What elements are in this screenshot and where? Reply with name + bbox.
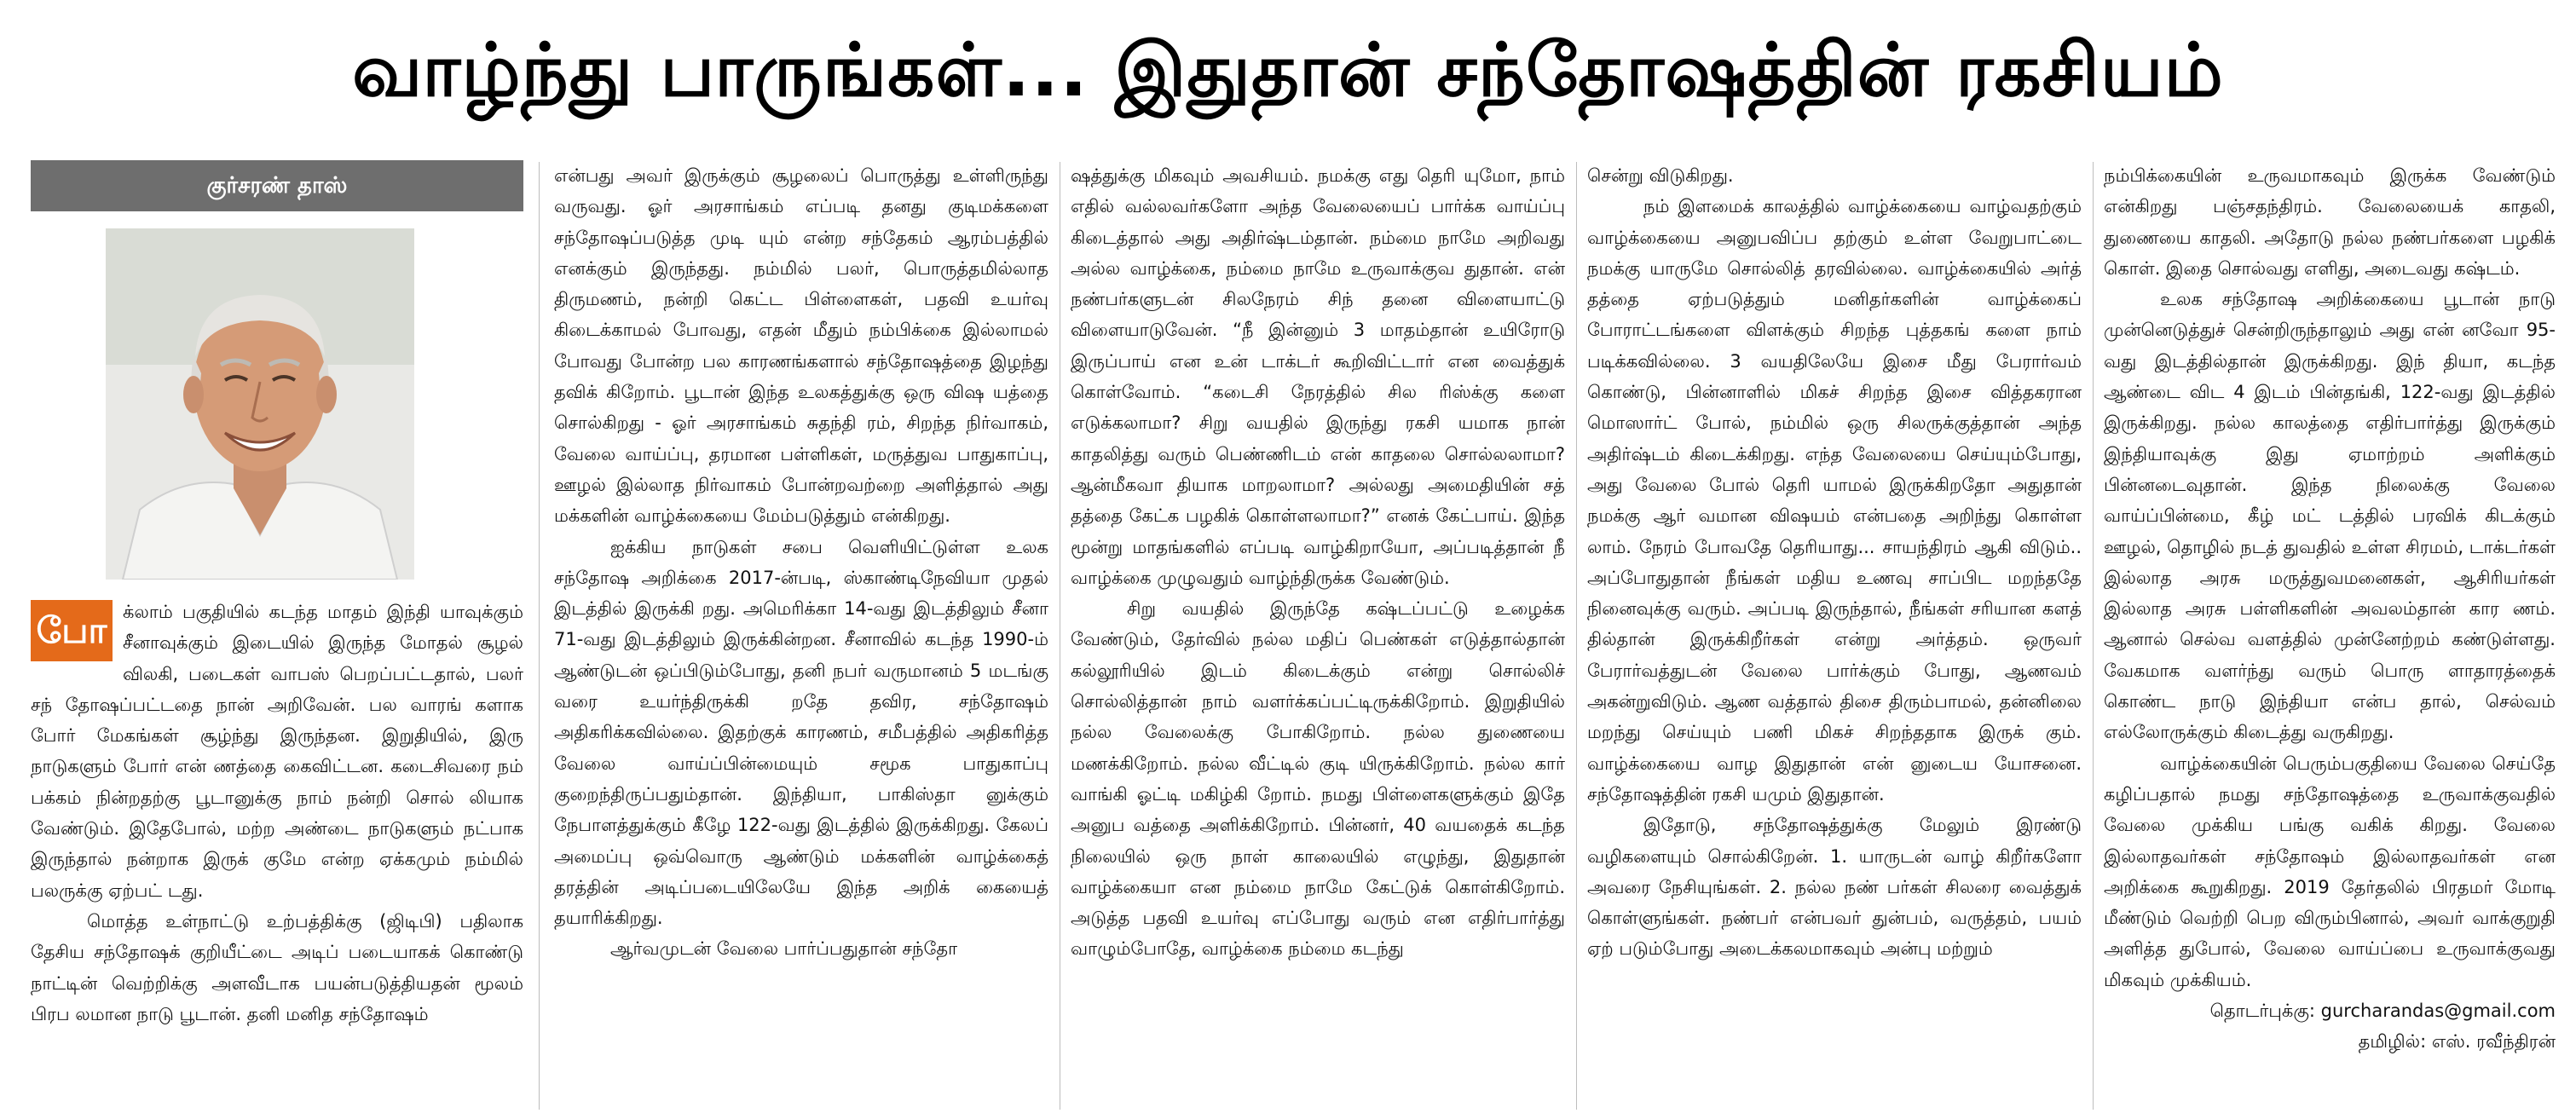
headline: வாழ்ந்து பாருங்கள்... இதுதான் சந்தோஷத்தின் ரகசியம் xyxy=(352,27,2224,113)
article-column-4 xyxy=(1587,160,2082,1113)
byline: குர்சரண் தாஸ் xyxy=(31,160,523,211)
paragraph: இதோடு, சந்தோஷத்துக்கு மேலும் இரண்டு வழிகளையும் சொல்கிறேன். 1. யாருடன் வாழ் கிறீர்களோ அவரை நேசியுங்கள். 2. நல்ல நண் பர்கள் சிலரை வைத்துக் கொள்ளுங்கள். நண்பர் என்பவர் துன்பம், வருத்தம், பயம் ஏற் படும்போது அடைக்கலமாகவும் அன்பு மற்றும் xyxy=(1587,815,2082,960)
paragraph: உலக சந்தோஷ அறிக்கையை பூடான் நாடு முன்னெடுத்துச் சென்றிருந்தாலும் அது என் னவோ 95-வது இடத்தில்தான் இருக்கிறது. இந் தியா, கடந்த ஆண்டை விட 4 இடம் பின்தங்கி, 122-வது இடத்தில் இருக்கிறது. நல்ல காலத்தை எதிர்பார்த்து இருக்கும் இந்தியாவுக்கு இது ஏமாற்றம் அளிக்கும் பின்னடைவுதான். இந்த நிலைக்கு வேலை வாய்ப்பின்மை, கீழ் மட் டத்தில் பரவிக் கிடக்கும் ஊழல், தொழில் நடத் துவதில் உள்ள சிரமம், டாக்டர்கள் இல்லாத அரசு மருத்துவமனைகள், ஆசிரியர்கள் இல்லாத அரசு பள்ளிகளின் அவலம்தான் கார ணம். ஆனால் செல்வ வளத்தில் முன்னேற்றம் கண்டுள்ளது. வேகமாக வளர்ந்து வரும் பொரு ளாதாரத்தைக் கொண்ட நாடு இந்தியா என்ப தால், செல்வம் எல்லோருக்கும் கிடைத்து வருகிறது. xyxy=(2104,289,2556,743)
author-portrait-icon xyxy=(106,228,414,580)
paragraph: சிறு வயதில் இருந்தே கஷ்டப்பட்டு உழைக்க வேண்டும், தேர்வில் நல்ல மதிப் பெண்கள் எடுத்தால்தான் கல்லூரியில் இடம் கிடைக்கும் என்று சொல்லிச் சொல்லித்தான் நாம் வளர்க்கப்பட்டிருக்கிறோம். இறுதியில் நல்ல வேலைக்கு போகிறோம். நல்ல துணையை மணக்கிறோம். நல்ல வீட்டில் குடி யிருக்கிறோம். நல்ல கார் வாங்கி ஓட்டி மகிழ்கி றோம். நமது பிள்ளைகளுக்கும் இதே அனுப வத்தை அளிக்கிறோம். பின்னர், 40 வயதைக் கடந்த நிலையில் ஒரு நாள் காலையில் எழுந்து, இதுதான் வாழ்க்கையா என நம்மை நாமே கேட்டுக் கொள்கிறோம். அடுத்த பதவி உயர்வு எப்போது வரும் என எதிர்பார்த்து வாழும்போதே, வாழ்க்கை நம்மை கடந்து xyxy=(1071,598,1565,960)
paragraph: க்லாம் பகுதியில் கடந்த மாதம் இந்தி யாவுக்கும் சீனாவுக்கும் இடையில் இருந்த மோதல் சூழல் விலகி, படைகள் வாபஸ் பெறப்பட்டதால், பலர் சந் தோஷப்பட்டதை நான் அறிவேன். பல வாரங் களாக போர் மேகங்கள் சூழ்ந்து இருந்தன. இறுதியில், இரு நாடுகளும் போர் என் ணத்தை கைவிட்டன. கடைசிவரை நம் பக்கம் நின்றதற்கு பூடானுக்கு நாம் நன்றி சொல் லியாக வேண்டும். இதேபோல், மற்ற அண்டை நாடுகளும் நட்பாக இருந்தால் நன்றாக இருக் குமே என்ற ஏக்கமும் நம்மில் பலருக்கு ஏற்பட் டது. xyxy=(31,602,523,901)
column-rule xyxy=(539,162,540,1110)
column-rule xyxy=(2093,162,2094,1110)
paragraph: நம்பிக்கையின் உருவமாகவும் இருக்க வேண்டும் என்கிறது பஞ்சதந்திரம். வேலையைக் காதலி, துணையை காதலி. அதோடு நல்ல நண்பர்களை பழகிக் கொள். இதை சொல்வது எளிது, அடைவது கஷ்டம். xyxy=(2104,165,2556,279)
article-column-5 xyxy=(2104,160,2556,1113)
column-rule xyxy=(1576,162,1577,1110)
translator-credit: தமிழில்: எஸ். ரவீந்திரன் xyxy=(2358,1031,2556,1053)
article-column-3 xyxy=(1071,160,1565,1113)
paragraph: வாழ்க்கையின் பெரும்பகுதியை வேலை செய்தே கழிப்பதால் நமது சந்தோஷத்தை உருவாக்குவதில் வேலை முக்கிய பங்கு வகிக் கிறது. வேலை இல்லாதவர்கள் சந்தோஷம் இல்லாதவர்கள் என அறிக்கை கூறுகிறது. 2019 தேர்தலில் பிரதமர் மோடி மீண்டும் வெற்றி பெற விரும்பினால், அவர் வாக்குறுதி அளித்த துபோல், வேலை வாய்ப்பை உருவாக்குவது மிகவும் முக்கியம். xyxy=(2104,753,2556,990)
author-contact: தொடர்புக்கு: gurcharandas@gmail.com xyxy=(2209,1001,2556,1022)
paragraph: ஐக்கிய நாடுகள் சபை வெளியிட்டுள்ள உலக சந்தோஷ அறிக்கை 2017-ன்படி, ஸ்காண்டிநேவியா முதல் இடத்தில் இருக்கி றது. அமெரிக்கா 14-வது இடத்திலும் சீனா 71-வது இடத்திலும் இருக்கின்றன. சீனாவில் கடந்த 1990-ம் ஆண்டுடன் ஒப்பிடும்போது, தனி நபர் வருமானம் 5 மடங்கு வரை உயர்ந்திருக்கி றதே தவிர, சந்தோஷம் அதிகரிக்கவில்லை. இதற்குக் காரணம், சமீபத்தில் அதிகரித்த வேலை வாய்ப்பின்மையும் சமூக பாதுகாப்பு குறைந்திருப்பதும்தான். இந்தியா, பாகிஸ்தா னுக்கும் நேபாளத்துக்கும் கீழே 122-வது இடத்தில் இருக்கிறது. கேலப் அமைப்பு ஒவ்வொரு ஆண்டும் மக்களின் வாழ்க்கைத் தரத்தின் அடிப்படையிலேயே இந்த அறிக் கையைத் தயாரிக்கிறது. xyxy=(554,536,1048,929)
paragraph: சென்று விடுகிறது. xyxy=(1587,165,1734,186)
paragraph: நம் இளமைக் காலத்தில் வாழ்க்கையை வாழ்வதற்கும் வாழ்க்கையை அனுபவிப்ப தற்கும் உள்ள வேறுபாட்டை நமக்கு யாருமே சொல்லித் தரவில்லை. வாழ்க்கையில் அர்த் தத்தை ஏற்படுத்தும் மனிதர்களின் வாழ்க்கைப் போராட்டங்களை விளக்கும் சிறந்த புத்தகங் களை நாம் படிக்கவில்லை. 3 வயதிலேயே இசை மீது பேரார்வம் கொண்டு, பின்னாளில் மிகச் சிறந்த இசை வித்தகரான மொஸார்ட் போல், நம்மில் ஒரு சிலருக்குத்தான் அந்த அதிர்ஷ்டம் கிடைக்கிறது. எந்த வேலையை செய்யும்போது, அது வேலை போல் தெரி யாமல் இருக்கிறதோ அதுதான் நமக்கு ஆர் வமான விஷயம் என்பதை அறிந்து கொள்ள லாம். நேரம் போவதே தெரியாது... சாயந்திரம் ஆகி விடும்.. அப்போதுதான் நீங்கள் மதிய உணவு சாப்பிட மறந்ததே நினைவுக்கு வரும். அப்படி இருந்தால், நீங்கள் சரியான களத் தில்தான் இருக்கிறீர்கள் என்று அர்த்தம். ஒருவர் பேரார்வத்துடன் வேலை பார்க்கும் போது, ஆணவம் அகன்றுவிடும். ஆண வத்தால் திசை திரும்பாமல், தன்னிலை மறந்து செய்யும் பணி மிகச் சிறந்ததாக இருக் கும். வாழ்க்கையை வாழ இதுதான் என் னுடைய யோசனை. சந்தோஷத்தின் ரகசி யமும் இதுதான். xyxy=(1587,196,2082,805)
dropcap: போ xyxy=(31,600,113,661)
article-column-1 xyxy=(31,160,523,1113)
paragraph: மொத்த உள்நாட்டு உற்பத்திக்கு (ஜிடிபி) பதிலாக தேசிய சந்தோஷக் குறியீட்டை அடிப் படையாகக் கொண்டு நாட்டின் வெற்றிக்கு அளவீடாக பயன்படுத்தியதன் மூலம் பிரப லமான நாடு பூடான். தனி மனித சந்தோஷம் xyxy=(31,910,523,1024)
paragraph: ஷத்துக்கு மிகவும் அவசியம். நமக்கு எது தெரி யுமோ, நாம் எதில் வல்லவர்களோ அந்த வேலையைப் பார்க்க வாய்ப்பு கிடைத்தால் அது அதிர்ஷ்டம்தான். நம்மை நாமே அறிவது அல்ல வாழ்க்கை, நம்மை நாமே உருவாக்குவ துதான். என் நண்பர்களுடன் சிலநேரம் சிந் தனை விளையாட்டு விளையாடுவேன். “நீ இன்னும் 3 மாதம்தான் உயிரோடு இருப்பாய் என உன் டாக்டர் கூறிவிட்டார் என வைத்துக் கொள்வோம். “கடைசி நேரத்தில் சில ரிஸ்க்கு களை எடுக்கலாமா? சிறு வயதில் இருந்து ரகசி யமாக நான் காதலித்து வரும் பெண்ணிடம் என் காதலை சொல்லலாமா? ஆன்மீகவா தியாக மாறலாமா? அல்லது அமைதியின் சத் தத்தை கேட்க பழகிக் கொள்ளலாமா?” எனக் கேட்பாய். இந்த மூன்று மாதங்களில் எப்படி வாழ்கிறாயோ, அப்படித்தான் நீ வாழ்க்கை முழுவதும் வாழ்ந்திருக்க வேண்டும். xyxy=(1071,165,1565,588)
paragraph: என்பது அவர் இருக்கும் சூழலைப் பொருத்து உள்ளிருந்து வருவது. ஓர் அரசாங்கம் எப்படி தனது குடிமக்களை சந்தோஷப்படுத்த முடி யும் என்ற சந்தேகம் ஆரம்பத்தில் எனக்கும் இருந்தது. நம்மில் பலர், பொருத்தமில்லாத திருமணம், நன்றி கெட்ட பிள்ளைகள், பதவி உயர்வு கிடைக்காமல் போவது, எதன் மீதும் நம்பிக்கை இல்லாமல் போவது போன்ற பல காரணங்களால் சந்தோஷத்தை இழந்து தவிக் கிறோம். பூடான் இந்த உலகத்துக்கு ஒரு விஷ யத்தை சொல்கிறது - ஓர் அரசாங்கம் சுதந்தி ரம், சிறந்த நிர்வாகம், வேலை வாய்ப்பு, தரமான பள்ளிகள், மருத்துவ பாதுகாப்பு, ஊழல் இல்லாத நிர்வாகம் போன்றவற்றை அளித்தால் அது மக்களின் வாழ்க்கையை மேம்படுத்தும் என்கிறது. xyxy=(554,165,1048,527)
article-column-2 xyxy=(554,160,1048,1113)
author-photo xyxy=(106,228,414,580)
paragraph: ஆர்வமுடன் வேலை பார்ப்பதுதான் சந்தோ xyxy=(610,938,958,960)
